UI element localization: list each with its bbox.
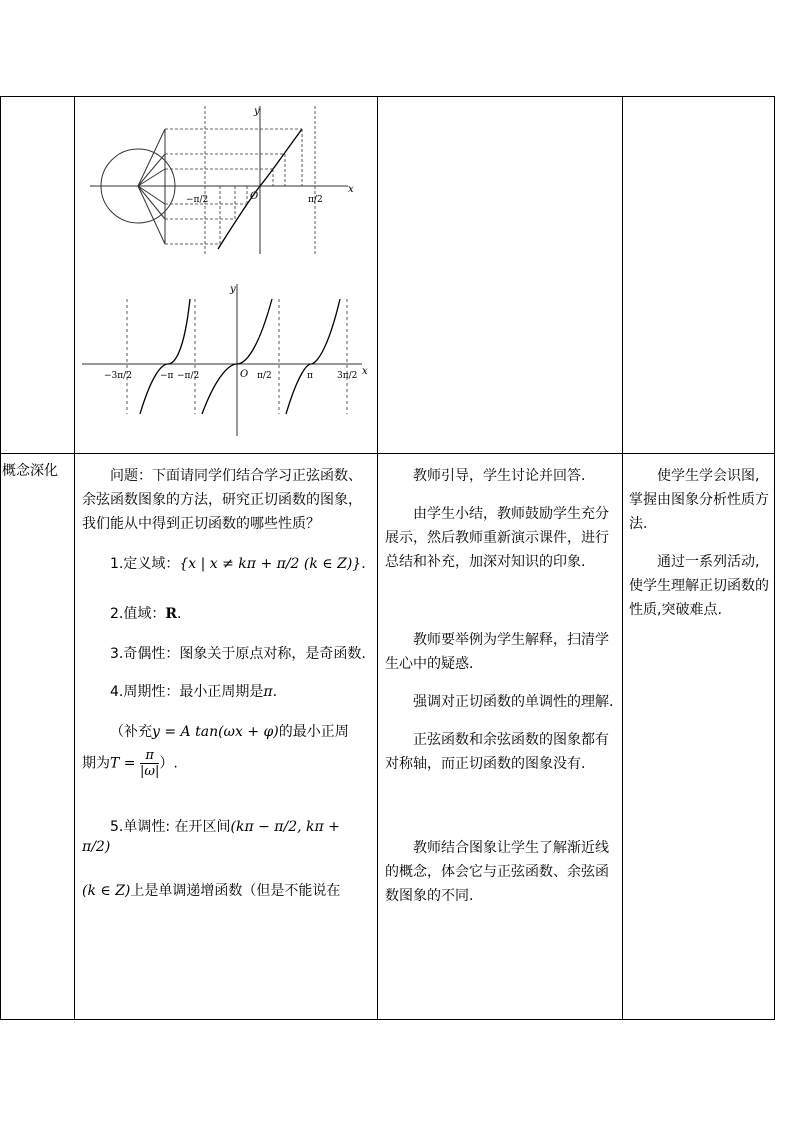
- tan-function-graph: [82, 284, 372, 439]
- period-formula-line: [82, 748, 372, 779]
- tan-construction-graph: [90, 104, 370, 264]
- graph2-tick: π/2: [257, 371, 272, 381]
- supplement-open: （补充: [110, 724, 152, 740]
- question-text: 问题：下面请同学们结合学习正弦函数、余弦函数图象的方法，研究正切函数的图象，我们能从中得到正切函数的哪些性质？: [82, 468, 362, 532]
- supplement-math: y = A tan(ωx + φ): [152, 724, 279, 740]
- range-math: R: [165, 606, 177, 622]
- period-math: π: [263, 684, 273, 700]
- graph1-pos-half-pi: π/2: [308, 195, 323, 205]
- period-formula-T: T =: [110, 755, 136, 772]
- parity-item: 3.奇偶性：图象关于原点对称，是奇函数.: [110, 646, 366, 662]
- period-fraction-num: π: [140, 748, 159, 764]
- purpose-p1: 使学生学会识图,掌握由图象分析性质方法.: [629, 468, 769, 532]
- period-fraction: [140, 748, 159, 779]
- range-label: 2.值域：: [110, 606, 166, 622]
- graph2-tick: −3π/2: [104, 371, 132, 381]
- monotonic-k-math: (k ∈ Z): [82, 883, 131, 899]
- graph2-origin: O: [240, 369, 249, 380]
- domain-math: {x | x ≠ kπ + π/2 (k ∈ Z)}.: [179, 556, 366, 572]
- table-border-bottom: [0, 1019, 775, 1020]
- teacher-p3: 教师要举例为学生解释，扫清学生心中的疑惑.: [385, 632, 609, 672]
- supplement-text: 的最小正周: [278, 724, 349, 740]
- period-label: 4.周期性：最小正周期是: [110, 684, 264, 700]
- teacher-p1: 教师引导，学生讨论并回答.: [413, 468, 586, 484]
- content-column: [82, 464, 372, 1016]
- monotonic-interval: (kπ − π/2, kπ + π/2): [82, 819, 340, 855]
- graph1-neg-half-pi: −π/2: [186, 195, 209, 205]
- graph1-origin: O: [250, 191, 259, 202]
- graph2-x-label: x: [362, 366, 368, 377]
- graph1-y-label: y: [254, 106, 260, 117]
- period-item: 4.周期性：最小正周期是π.: [110, 684, 278, 700]
- monotonic-continued: [82, 881, 372, 901]
- teacher-p4: 强调对正切函数的单调性的理解.: [413, 694, 614, 710]
- monotonic-item: [82, 817, 372, 857]
- period-fraction-den: |ω|: [139, 764, 160, 779]
- table-border-top: [0, 96, 775, 97]
- table-border-right: [774, 96, 775, 1020]
- graph2-tick: −π: [160, 371, 174, 381]
- period-formula-label: 期为: [82, 755, 110, 772]
- supplement-line: [82, 720, 372, 744]
- graph2-y-label: y: [230, 284, 236, 295]
- graph2-tick: −π/2: [177, 371, 200, 381]
- col-divider-2: [377, 96, 378, 1020]
- teacher-column: [385, 464, 617, 908]
- range-item: 2.值域：R.: [110, 606, 182, 622]
- graph2-tick: 3π/2: [337, 371, 358, 381]
- col-divider-1: [74, 96, 75, 1020]
- teacher-p6: 教师结合图象让学生了解渐近线的概念，体会它与正弦函数、余弦函数图象的不同.: [385, 840, 609, 904]
- supplement-close: ）.: [159, 755, 178, 772]
- monotonic-cont-text: 上是单调递增函数（但是不能说在: [130, 883, 341, 899]
- domain-label: 1.定义域：: [110, 556, 180, 572]
- row-divider: [0, 453, 775, 454]
- teacher-p2: 由学生小结，教师鼓励学生充分展示，然后教师重新演示课件，进行总结和补充，加深对知识的印象.: [385, 506, 609, 570]
- domain-item: [82, 554, 372, 574]
- graph2-tick: π: [307, 371, 313, 381]
- teacher-p5: 正弦函数和余弦函数的图象都有对称轴，而正切函数的图象没有.: [385, 732, 609, 772]
- graph1-x-label: x: [348, 184, 354, 195]
- table-border-left: [0, 96, 1, 1020]
- col-divider-3: [622, 96, 623, 1020]
- lesson-table: [0, 96, 775, 1020]
- purpose-column: [629, 464, 769, 622]
- purpose-p2: 通过一系列活动,使学生理解正切函数的性质,突破难点.: [629, 554, 769, 618]
- row-label-concept: 概念深化: [2, 463, 58, 479]
- monotonic-label: 5.单调性: 在开区间: [110, 819, 231, 835]
